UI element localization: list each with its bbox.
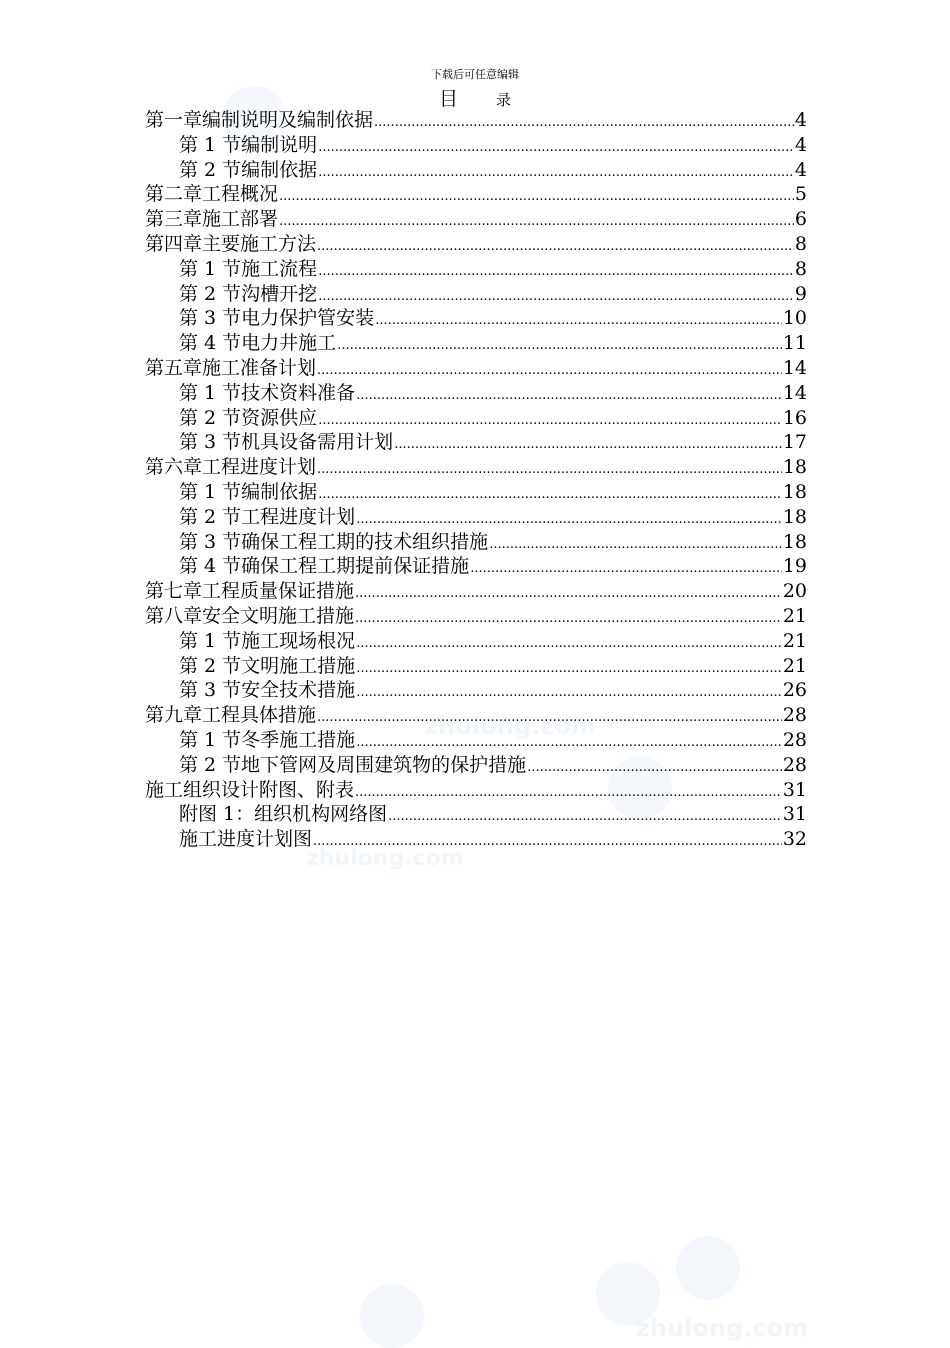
toc-section-entry[interactable] [145, 282, 807, 307]
toc-entry-page: 18 [782, 456, 807, 479]
toc-entry-page: 14 [782, 356, 807, 379]
toc-entry-title: 电力井施工 [241, 332, 337, 355]
toc-entry-title: 文明施工措施 [241, 654, 356, 677]
toc-entry-number: 第 3 节 [179, 307, 242, 330]
toc-entry-page: 28 [782, 704, 807, 727]
toc-leader-dots [317, 706, 782, 731]
toc-section-entry[interactable] [145, 654, 807, 679]
toc-leader-dots [356, 681, 782, 706]
toc-entry-title: 工程具体措施 [202, 704, 317, 727]
toc-entry-page: 6 [794, 208, 807, 231]
toc-section-entry[interactable] [145, 554, 807, 579]
toc-leader-dots [317, 359, 782, 384]
toc-entry-number: 第三章 [145, 208, 203, 231]
toc-entry-page: 21 [782, 629, 807, 652]
toc-entry-page: 4 [794, 109, 807, 131]
toc-chapter-entry[interactable] [145, 455, 807, 480]
toc-entry-number: 第 2 节 [179, 753, 242, 776]
toc-entry-title: 编制依据 [241, 158, 318, 181]
toc-leader-dots [489, 533, 782, 558]
toc-entry-number: 第一章 [145, 109, 203, 131]
toc-section-entry[interactable] [145, 381, 807, 406]
toc-entry-number: 第 1 节 [179, 480, 242, 503]
toc-entry-title: 电力保护管安装 [241, 307, 375, 330]
toc-entry-title: 技术资料准备 [241, 381, 356, 404]
toc-leader-dots [355, 582, 782, 607]
toc-entry-page: 14 [782, 381, 807, 404]
watermark-logo-icon [360, 1284, 424, 1348]
toc-entry-page: 4 [794, 133, 807, 156]
toc-entry-title: 冬季施工措施 [241, 728, 356, 751]
toc-entry-page: 28 [782, 728, 807, 751]
toc-entry-number: 第 3 节 [179, 530, 242, 553]
toc-leader-dots [356, 384, 782, 409]
toc-chapter-entry[interactable] [145, 356, 807, 381]
toc-section-entry[interactable] [145, 158, 807, 183]
toc-entry-page: 26 [782, 679, 807, 702]
toc-leader-dots [317, 235, 794, 260]
toc-leader-dots [375, 309, 782, 334]
toc-section-entry[interactable] [145, 133, 807, 158]
toc-leader-dots [394, 433, 782, 458]
toc-leader-dots [355, 607, 782, 632]
toc-entry-page: 8 [794, 232, 807, 255]
toc-entry-title: 工程概况 [202, 183, 279, 206]
toc-entry-title: 施工组织设计附图、附表 [145, 778, 355, 801]
toc-entry-page: 5 [794, 183, 807, 206]
toc-entry-page: 18 [782, 530, 807, 553]
toc-entry-title: 施工部署 [202, 208, 279, 231]
toc-leader-dots [318, 285, 794, 310]
toc-section-entry[interactable] [145, 430, 807, 455]
toc-section-entry[interactable] [145, 406, 807, 431]
toc-leader-dots [355, 781, 782, 806]
toc-leader-dots [279, 210, 794, 235]
toc-leader-dots [318, 136, 794, 161]
toc-entry-page: 8 [794, 257, 807, 280]
toc-entry-page: 18 [782, 505, 807, 528]
toc-section-entry[interactable] [145, 753, 807, 778]
toc-entry-page: 21 [782, 654, 807, 677]
toc-entry-title: 编制说明 [241, 133, 318, 156]
toc-entry-title: 主要施工方法 [202, 232, 317, 255]
toc-entry-title: 工程进度计划 [241, 505, 356, 528]
toc-section-entry[interactable] [145, 802, 807, 827]
toc-entry-title: 确保工程工期的技术组织措施 [241, 530, 489, 553]
toc-entry-number: 第 2 节 [179, 282, 242, 305]
toc-entry-title: 施工准备计划 [202, 356, 317, 379]
toc-leader-dots [356, 632, 782, 657]
toc-section-entry[interactable] [145, 530, 807, 555]
toc-entry-page: 9 [794, 282, 807, 305]
toc-leader-dots [317, 458, 782, 483]
toc-section-entry[interactable] [145, 306, 807, 331]
toc-leader-dots [318, 483, 782, 508]
toc-entry-title: 机具设备需用计划 [241, 431, 394, 454]
toc-leader-dots [388, 805, 782, 830]
toc-entry-page: 28 [782, 753, 807, 776]
toc-entry-page: 10 [782, 307, 807, 330]
watermark-logo-icon [676, 1236, 740, 1300]
toc-entry-page: 31 [782, 778, 807, 801]
toc-entry-title: 工程进度计划 [202, 456, 317, 479]
toc-entry-page: 16 [782, 406, 807, 429]
toc-section-entry[interactable] [145, 480, 807, 505]
toc-entry-number: 第 2 节 [179, 158, 242, 181]
toc-entry-page: 17 [782, 431, 807, 454]
toc-leader-dots [318, 161, 794, 186]
toc-entry-number: 第 1 节 [179, 133, 242, 156]
toc-title [0, 84, 950, 111]
toc-entry-title: 地下管网及周围建筑物的保护措施 [241, 753, 527, 776]
toc-leader-dots [356, 657, 782, 682]
toc-entry-number: 第 2 节 [179, 406, 242, 429]
toc-entry-number: 第 2 节 [179, 654, 242, 677]
toc-entry-title: 编制依据 [241, 480, 318, 503]
toc-section-entry[interactable] [145, 505, 807, 530]
toc-entry-page: 4 [794, 158, 807, 181]
toc-entry-number: 第 2 节 [179, 505, 242, 528]
toc-entry-number: 第二章 [145, 183, 203, 206]
toc-entry-title: 沟槽开挖 [241, 282, 318, 305]
watermark-text: zhulong.com [424, 712, 596, 740]
toc-entry-title: 施工流程 [241, 257, 318, 280]
toc-entry-page: 32 [782, 828, 807, 851]
header-note: 下载后可任意编辑 [431, 68, 519, 81]
toc-leader-dots [279, 185, 794, 210]
toc-chapter-entry[interactable] [145, 108, 807, 133]
toc-entry-title: 施工现场根况 [241, 629, 356, 652]
toc-entry-page: 20 [782, 580, 807, 603]
toc-entry-title: 编制说明及编制依据 [202, 109, 374, 131]
toc-entry-number: 第 3 节 [179, 679, 242, 702]
toc-entry-number: 第 1 节 [179, 381, 242, 404]
toc-entry-number: 第 4 节 [179, 555, 242, 578]
watermark-text: zhulong.com [636, 1314, 808, 1342]
toc-entry-title: 安全技术措施 [241, 679, 356, 702]
toc-section-entry[interactable] [145, 728, 807, 753]
toc-chapter-entry[interactable] [145, 182, 807, 207]
toc-entry-number: 第 1 节 [179, 257, 242, 280]
toc-chapter-entry[interactable] [145, 604, 807, 629]
toc-chapter-entry[interactable] [145, 703, 807, 728]
toc-section-entry[interactable] [145, 257, 807, 282]
toc-leader-dots [527, 756, 782, 781]
toc-section-entry[interactable] [145, 629, 807, 654]
toc-section-entry[interactable] [145, 678, 807, 703]
toc-entry-number: 第九章 [145, 704, 203, 727]
toc-entry-number: 第 4 节 [179, 332, 242, 355]
toc-entry-page: 21 [782, 604, 807, 627]
toc-title-char-1: 目 [438, 88, 458, 110]
toc-entry-title: 附图 1：组织机构网络图 [179, 803, 388, 826]
toc-entry-number: 第 1 节 [179, 629, 242, 652]
toc-section-entry[interactable] [145, 331, 807, 356]
toc-entry-number: 第四章 [145, 232, 203, 255]
toc-entry-page: 11 [782, 332, 807, 355]
toc-title-char-2: 录 [496, 91, 512, 109]
toc-entry-number: 第六章 [145, 456, 203, 479]
watermark-logo-icon [596, 1262, 660, 1326]
watermark-text: zhulong.com [306, 846, 464, 871]
toc-entry-number: 第七章 [145, 580, 203, 603]
toc-leader-dots [337, 334, 782, 359]
toc-entry-number: 第 1 节 [179, 728, 242, 751]
toc-leader-dots [318, 260, 794, 285]
toc-chapter-entry[interactable] [145, 207, 807, 232]
toc-chapter-entry[interactable] [145, 778, 807, 803]
toc-entry-title: 安全文明施工措施 [202, 604, 355, 627]
toc-chapter-entry[interactable] [145, 579, 807, 604]
toc-entry-page: 18 [782, 480, 807, 503]
toc-leader-dots [470, 557, 782, 582]
table-of-contents [145, 108, 807, 852]
toc-chapter-entry[interactable] [145, 232, 807, 257]
toc-entry-title: 施工进度计划图 [179, 828, 313, 851]
toc-entry-number: 第八章 [145, 604, 203, 627]
toc-entry-title: 资源供应 [241, 406, 318, 429]
toc-entry-title: 确保工程工期提前保证措施 [241, 555, 470, 578]
toc-entry-title: 工程质量保证措施 [202, 580, 355, 603]
toc-leader-dots [313, 830, 782, 855]
toc-entry-number: 第 3 节 [179, 431, 242, 454]
toc-entry-number: 第五章 [145, 356, 203, 379]
toc-leader-dots [374, 111, 794, 136]
toc-entry-page: 19 [782, 555, 807, 578]
toc-entry-page: 31 [782, 803, 807, 826]
toc-section-entry[interactable] [145, 827, 807, 852]
